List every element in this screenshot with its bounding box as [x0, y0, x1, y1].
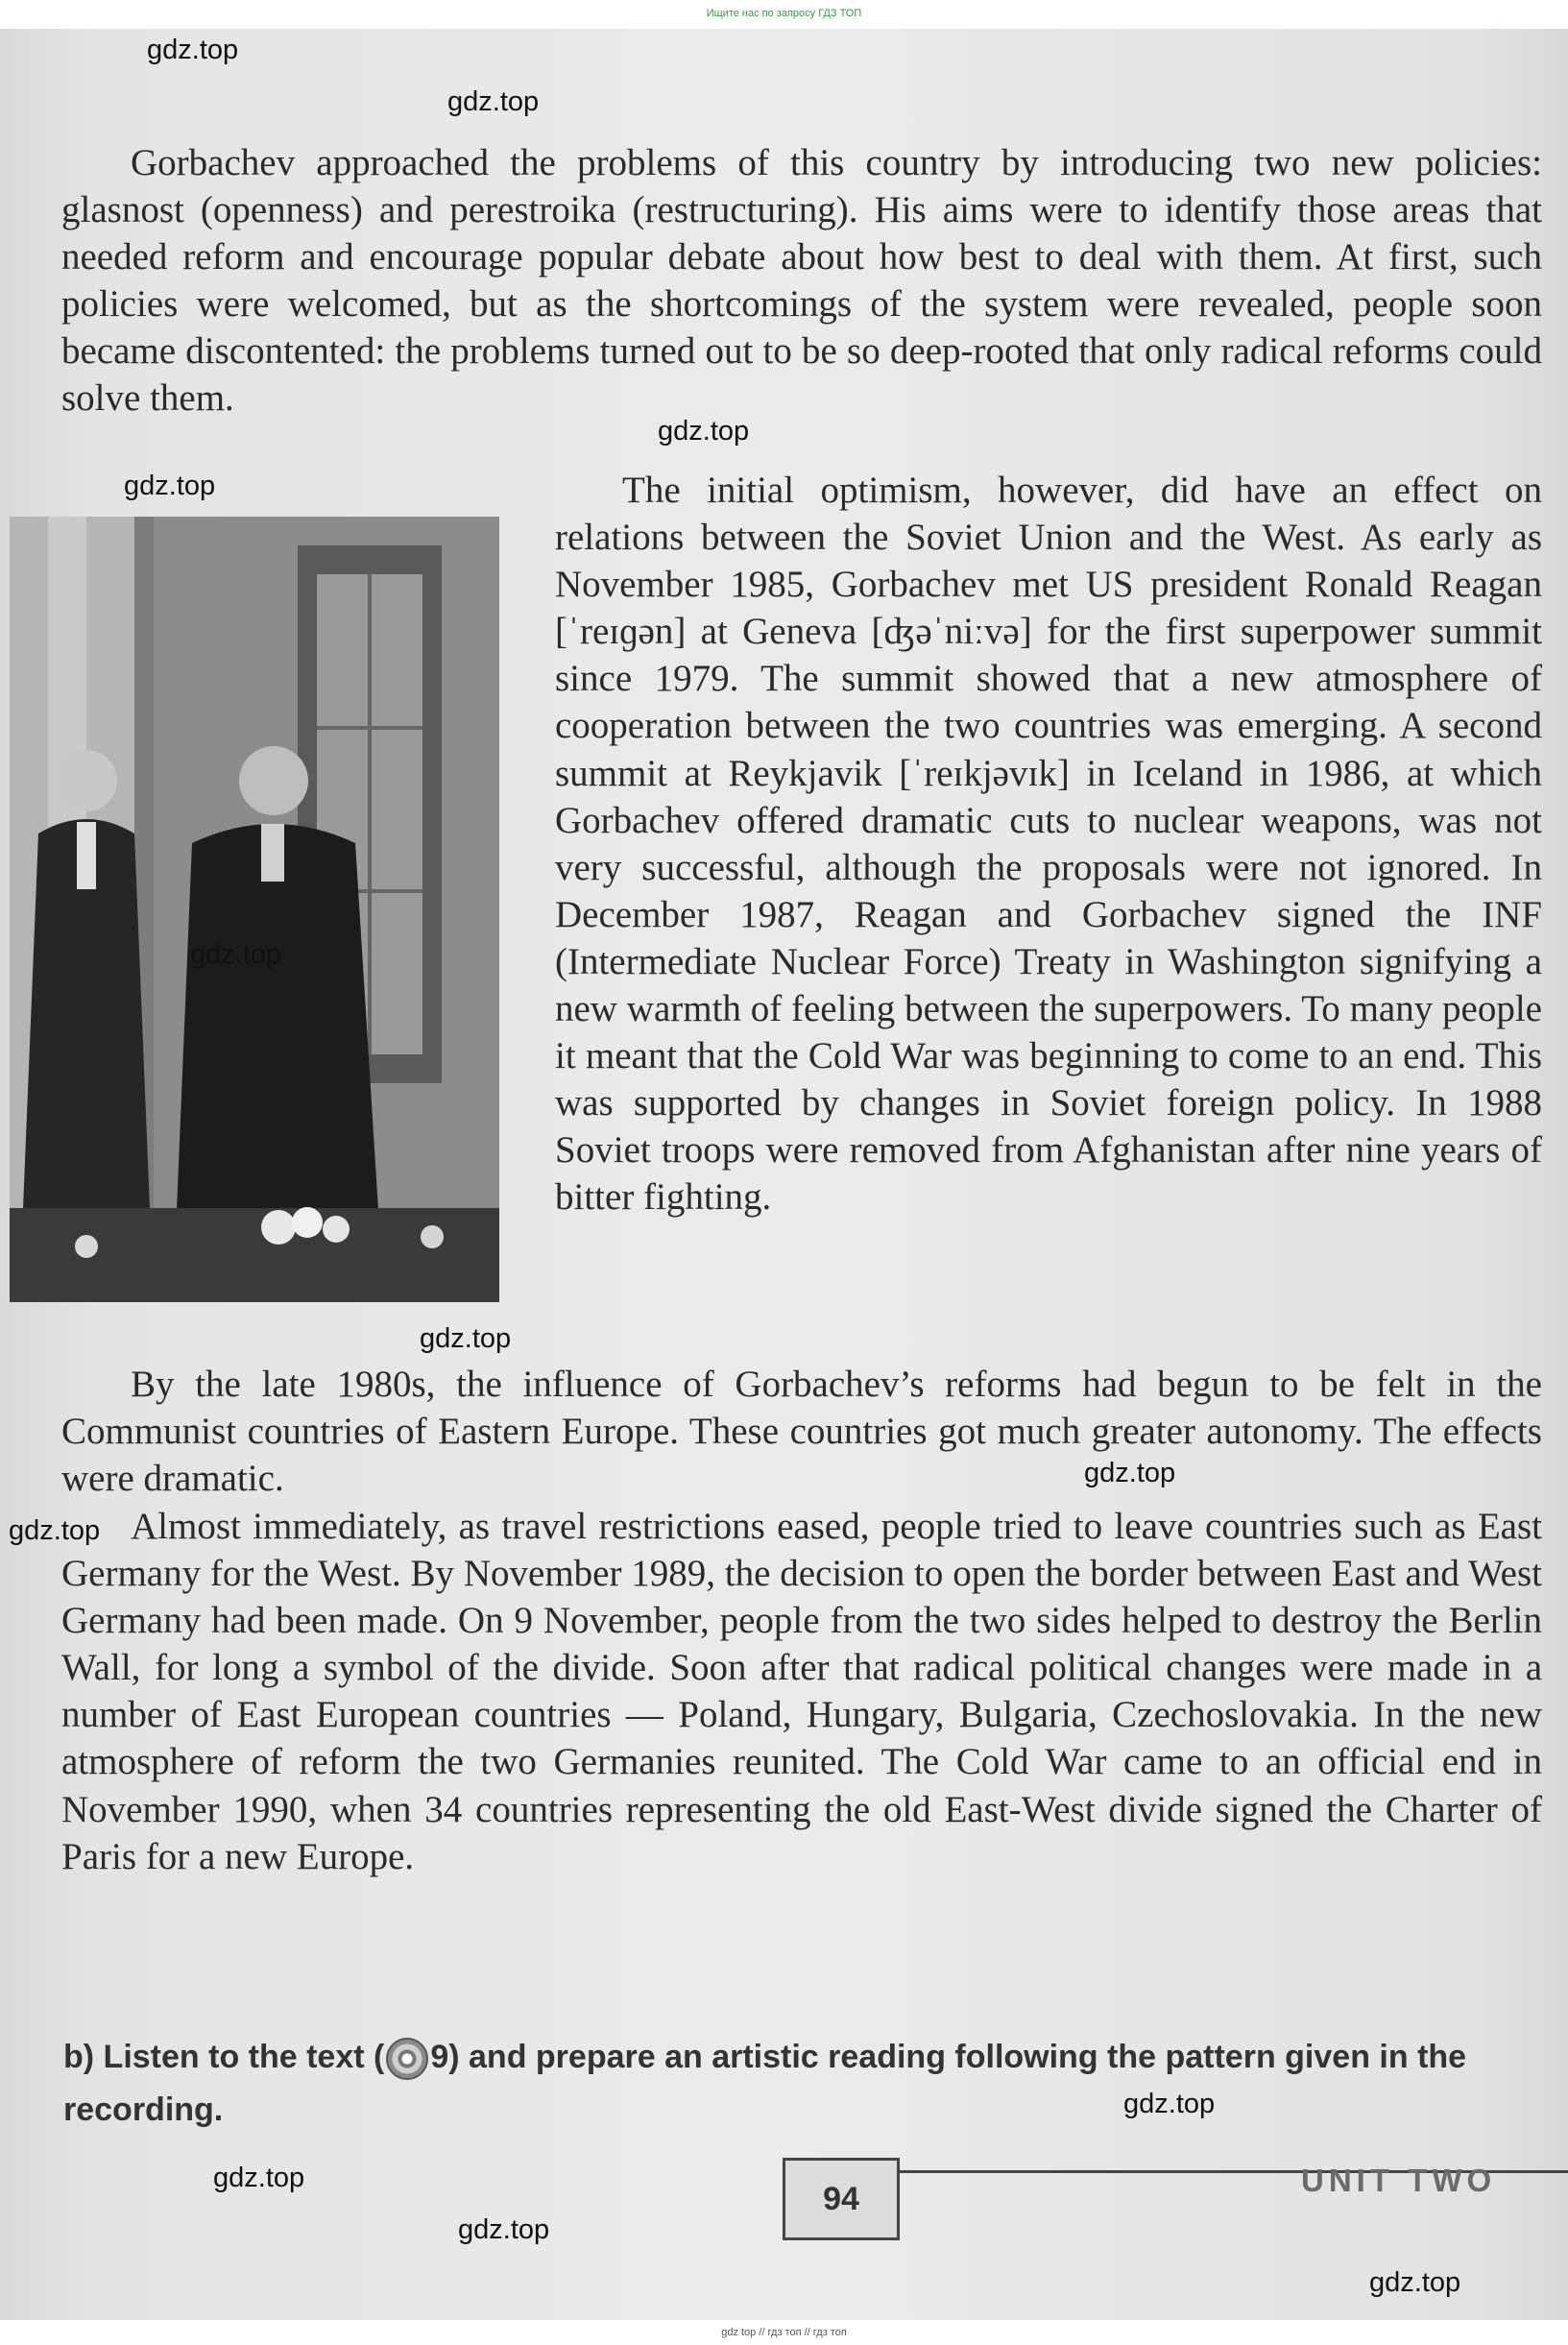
listening-task — [63, 2031, 1552, 2137]
task-text-end: 9) and prepare an artistic reading following the pattern given in the recording. — [63, 2039, 1467, 2128]
watermark: gdz.top — [1123, 2089, 1216, 2119]
summit-photo — [10, 517, 499, 1302]
watermark: gdz.top — [9, 1515, 101, 1546]
watermark: gdz.top — [420, 1323, 512, 1354]
unit-label: UNIT TWO — [1301, 2163, 1497, 2198]
watermark: gdz.top — [124, 471, 216, 501]
task-text-start: Listen to the text ( — [103, 2039, 385, 2075]
watermark: gdz.top — [658, 416, 750, 447]
watermark: gdz.top — [447, 86, 540, 117]
watermark: gdz.top — [213, 2163, 305, 2193]
watermark: gdz.top — [458, 2214, 550, 2245]
top-banner: Ищите нас по запросу ГДЗ ТОП — [0, 0, 1568, 29]
paragraph-3: By the late 1980s, the influence of Gorbachev’s reforms had begun to be felt in the Communist countries of Eastern Europe. These countries got much greater autonomy. The effects were dramatic. — [61, 1364, 1542, 1500]
paragraph-2: The initial optimism, however, did have an effect on relations between the Soviet Union and the West. As early as November 1985, Gorbachev met US president Ronald Reagan [ˈreɪɡən] at Geneva [ʤəˈniːvə] for the first superpower summit since 1979. The summit showed that a new atmosphere of cooperation between the two countries was emerging. A second summit at Reykjavik [ˈreɪkjəvɪk] in Iceland in 1986, at which Gorbachev offered dramatic cuts to nuclear weapons, was not very successful, although the proposals were not ignored. In December 1987, Reagan and Gorbachev signed the INF (Intermediate Nuclear Force) Treaty in Washington signifying a new warmth of feeling between the superpowers. To many people it meant that the Cold War was beginning to come to an end. This was supported by changes in Soviet foreign policy. In 1988 Soviet troops were removed from Afghanistan after nine years of bitter fighting. — [555, 470, 1542, 1219]
page-number: 94 — [783, 2158, 900, 2240]
cd-icon — [386, 2038, 428, 2080]
paragraph-1: Gorbachev approached the problems of this country by introducing two new policies: glasnost (openness) and perestroika (restructuring). His aims were to identify those areas that needed reform and encourage popular debate about how best to deal with them. At first, such policies were welcomed, but as the shortcomings of the system were revealed, people soon became discontented: the problems turned out to be so deep-rooted that only radical reforms could solve them. — [61, 142, 1542, 420]
watermark: gdz.top — [1369, 2267, 1461, 2298]
task-label: b) — [63, 2039, 95, 2075]
watermark: gdz.top — [1084, 1458, 1176, 1488]
watermark: gdz.top — [147, 35, 239, 65]
bottom-banner: gdz top // гдз топ // гдз топ — [0, 2320, 1568, 2345]
watermark: gdz.top — [190, 939, 282, 970]
summit-photo-illustration — [10, 517, 499, 1302]
paragraph-4: Almost immediately, as travel restrictions eased, people tried to leave countries such as East Germany for the West. By November 1989, the decision to open the border between East and West Germany had been made. On 9 November, people from the two sides helped to destroy the Berlin Wall, for long a symbol of the divide. Soon after that radical political changes were made in a number of East European countries — Poland, Hungary, Bulgaria, Czechoslovakia. In the new atmosphere of reform the two Germanies reunited. The Cold War came to an official end in November 1990, when 34 countries representing the old East-West divide signed the Charter of Paris for a new Europe. — [61, 1506, 1542, 1877]
